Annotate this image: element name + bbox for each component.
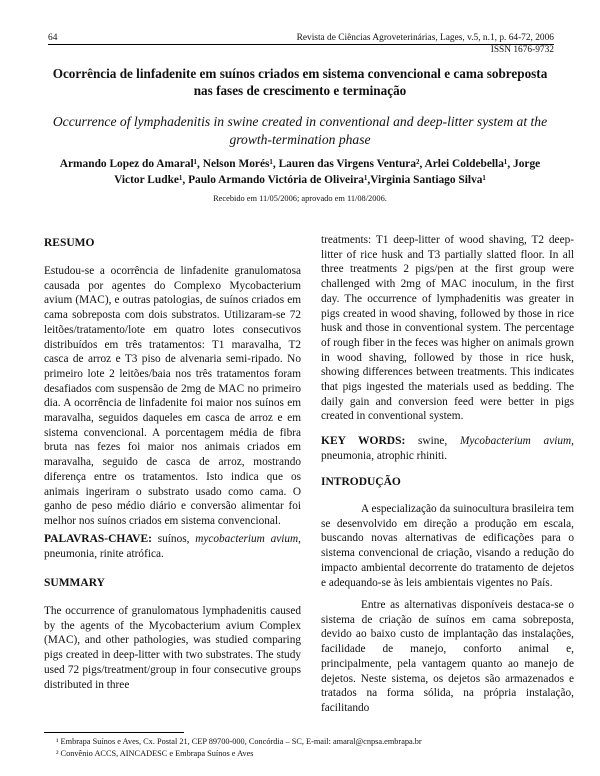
- footnote-rule: [44, 732, 184, 733]
- received-dates: Recebido em 11/05/2006; aprovado em 11/08/2006.: [213, 194, 387, 203]
- palavras-chave: PALAVRAS-CHAVE: suínos, mycobacterium avium, pneumonia, rinite atrófica.: [44, 533, 301, 560]
- page-number: 64: [48, 33, 58, 43]
- article-subtitle-english: Occurrence of lymphadenitis in swine created in conventional and deep-litter system at the growth-termination phase: [52, 114, 548, 147]
- footnote-1: ¹ Embrapa Suínos e Aves, Cx. Postal 21, CEP 89700-000, Concórdia – SC, E-mail: amaral@cnpsa.embrapa.br: [56, 737, 422, 746]
- resumo-text: Estudou-se a ocorrência de linfadenite granulomatosa causada por agentes do Complexo Mycobacterium avium (MAC), e outras patologias, de suínos criados em cama sobreposta com dois substratos. Utilizaram-se 72 leitões/tratamento/lote em quatro lotes consecutivos distribuídos em três tratamentos: T1 maravalha, T2 casca de arroz e T3 piso de alvenaria semi-ripado. No primeiro lote 2 leitões/baia nos três tratamentos foram desafiados com suspensão de 2mg de MAC no primeiro dia. A ocorrência de linfadenite foi maior nos suínos em maravalha, seguidos daqueles em casca de arroz e em sistema convencional. A porcentagem média de fibra bruta nas fezes foi maior nos animais criados em maravalha, seguido de casca de arroz, mostrando diferença entre os tratamentos. Isto indica que os animais ingeriram o substrato usado como cama. O ganho de peso médio diário e conversão alimentar foi melhor nos suínos criados em sistema convencional.: [44, 265, 301, 527]
- resumo-heading: RESUMO: [44, 237, 95, 249]
- introducao-heading: INTRODUÇÃO: [321, 476, 401, 488]
- summary-text-col1: The occurrence of granulomatous lymphadenitis caused by the agents of the Mycobacterium avium Complex (MAC), and other pathologies, was studied comparing pigs created in deep-litter with two substrates. The study used 72 pigs/treatment/group in four consecutive groups distributed in three: [44, 605, 301, 691]
- introducao-paragraph-2: Entre as alternativas disponíveis destaca-se o sistema de criação de suínos em cama sobreposta, devido ao baixo custo de implantação das instalações, facilidade de manejo, conforto animal e, principalmente, pela vantagem quanto ao manejo de dejetos. Neste sistema, os dejetos são armazenados e tratados na forma sólida, na própria instalação, facilitando: [321, 599, 574, 714]
- summary-text-col2: treatments: T1 deep-litter of wood shaving, T2 deep-litter of rice husk and T3 partially slatted floor. In all three treatments 2 pigs/pen at the first group were challenged with 2mg of MAC inoculum, in the first day. The occurrence of lymphadenitis was greater in pigs created in wood shaving, followed by those in rice husk and those in conventional system. The percentage of rough fiber in the feces was higher on animals grown in wood shaving, followed by those in rice husk, showing differences between treatments. This indicates that pigs ingested the materials used as bedding. The daily gain and conversion feed were better in pigs created in conventional system.: [321, 234, 574, 423]
- article-title: Ocorrência de linfadenite em suínos criados em sistema convencional e cama sobreposta nas fases de crescimento e terminação: [52, 66, 548, 98]
- introducao-paragraph-1: A especialização da suinocultura brasileira tem se desenvolvido em direção a produção em escala, buscando novas alternativas de edificações para o sistema convencional de criação, visando a redução do impacto ambiental decorrente do tratamento de dejetos e adequando-se às leis ambientais vigentes no País.: [321, 503, 574, 589]
- issn: ISSN 1676-9732: [490, 45, 554, 55]
- summary-heading: SUMMARY: [44, 577, 105, 589]
- author-list: Armando Lopez do Amaral¹, Nelson Morés¹, Lauren das Virgens Ventura², Arlei Coldebella¹, Jorge Victor Ludke¹, Paulo Armando Victória de Oliveira¹,Virginia Santiago Silva¹: [59, 158, 541, 186]
- key-words: KEY WORDS: swine, Mycobacterium avium, pneumonia, atrophic rhiniti.: [321, 435, 574, 462]
- header-rule: [48, 44, 554, 45]
- journal-citation: Revista de Ciências Agroveterinárias, Lages, v.5, n.1, p. 64-72, 2006: [296, 33, 554, 43]
- email-link[interactable]: amaral@cnpsa.embrapa.br: [332, 737, 422, 746]
- footnote-2: ² Convênio ACCS, AINCADESC e Embrapa Suínos e Aves: [56, 749, 254, 758]
